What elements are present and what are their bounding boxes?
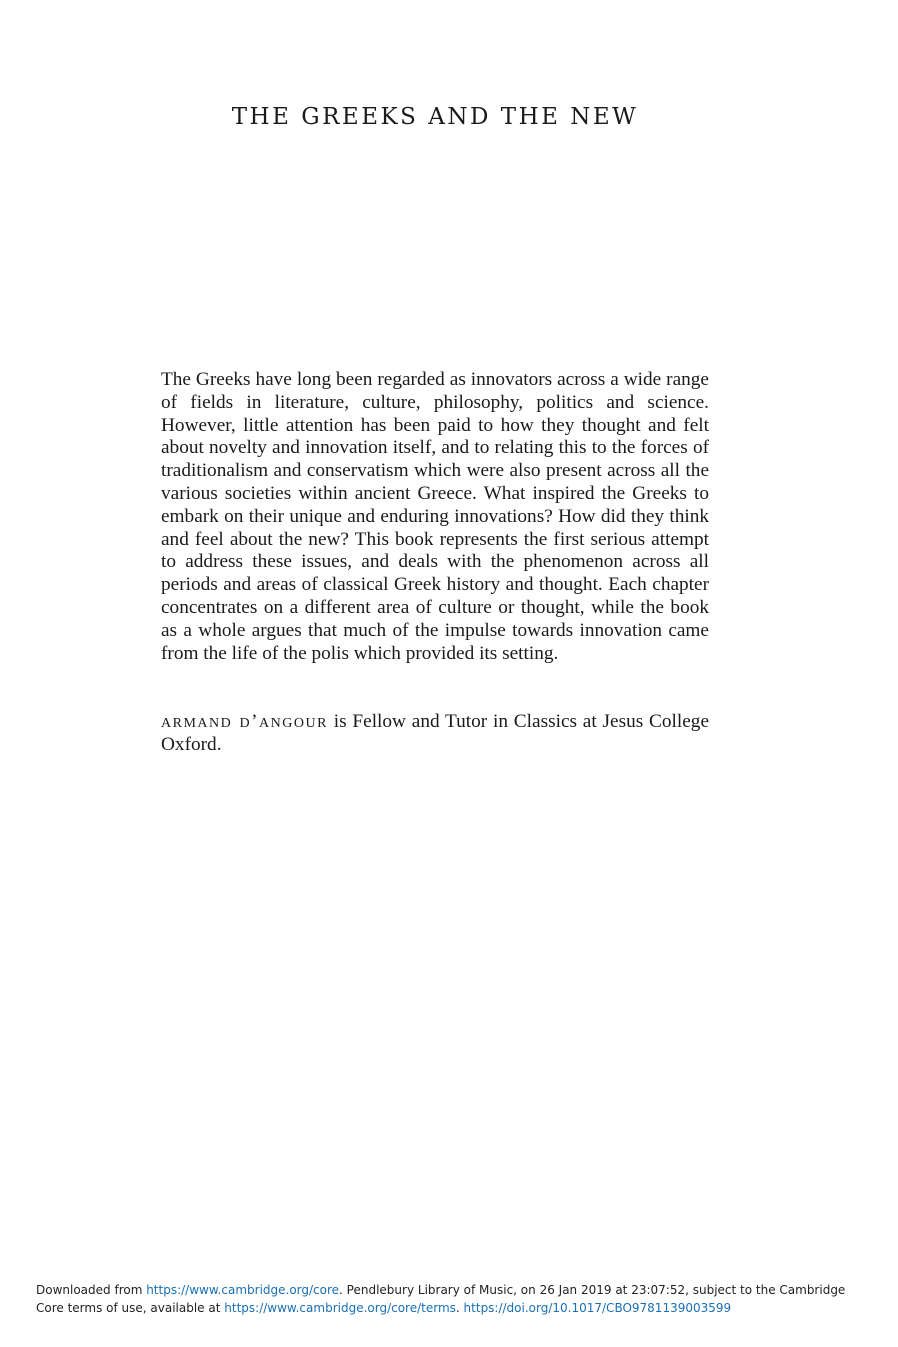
author-bio-text: is Fellow and Tutor in Classics at Jesus College Oxford.: [161, 711, 710, 755]
footer-prefix: Downloaded from: [36, 1283, 147, 1297]
page-title: THE GREEKS AND THE NEW: [231, 104, 639, 130]
author-bio: [161, 711, 709, 757]
footer-middle-text: . Pendlebury Library of Music, on 26 Jan 2019 at 23:07:52, subject to the Cambridge Core terms of use, available at: [36, 1283, 846, 1315]
footer-separator: .: [455, 1300, 464, 1315]
doi-link[interactable]: https://doi.org/10.1017/CBO9781139003599: [463, 1300, 732, 1315]
cambridge-core-link[interactable]: https://www.cambridge.org/core: [146, 1283, 340, 1297]
download-footer: [36, 1282, 876, 1317]
book-description: The Greeks have long been regarded as innovators across a wide range of fields in literature, culture, philosophy, politics and science. However, little attention has been paid to how they thought and felt about novelty and innovation itself, and to relating this to the forces of traditionalism and conservatism which were also present across all the various societies within ancient Greece. What inspired the Greeks to embark on their unique and enduring innovations? How did they think and feel about the new? This book represents the first serious attempt to address these issues, and deals with the phenomenon across all periods and areas of classical Greek history and thought. Each chapter concentrates on a different area of culture or thought, while the book as a whole argues that much of the impulse towards innovation came from the life of the polis which provided its setting.: [161, 369, 709, 664]
terms-link[interactable]: https://www.cambridge.org/core/terms: [224, 1300, 456, 1315]
author-name: armand d’angour: [161, 711, 328, 732]
